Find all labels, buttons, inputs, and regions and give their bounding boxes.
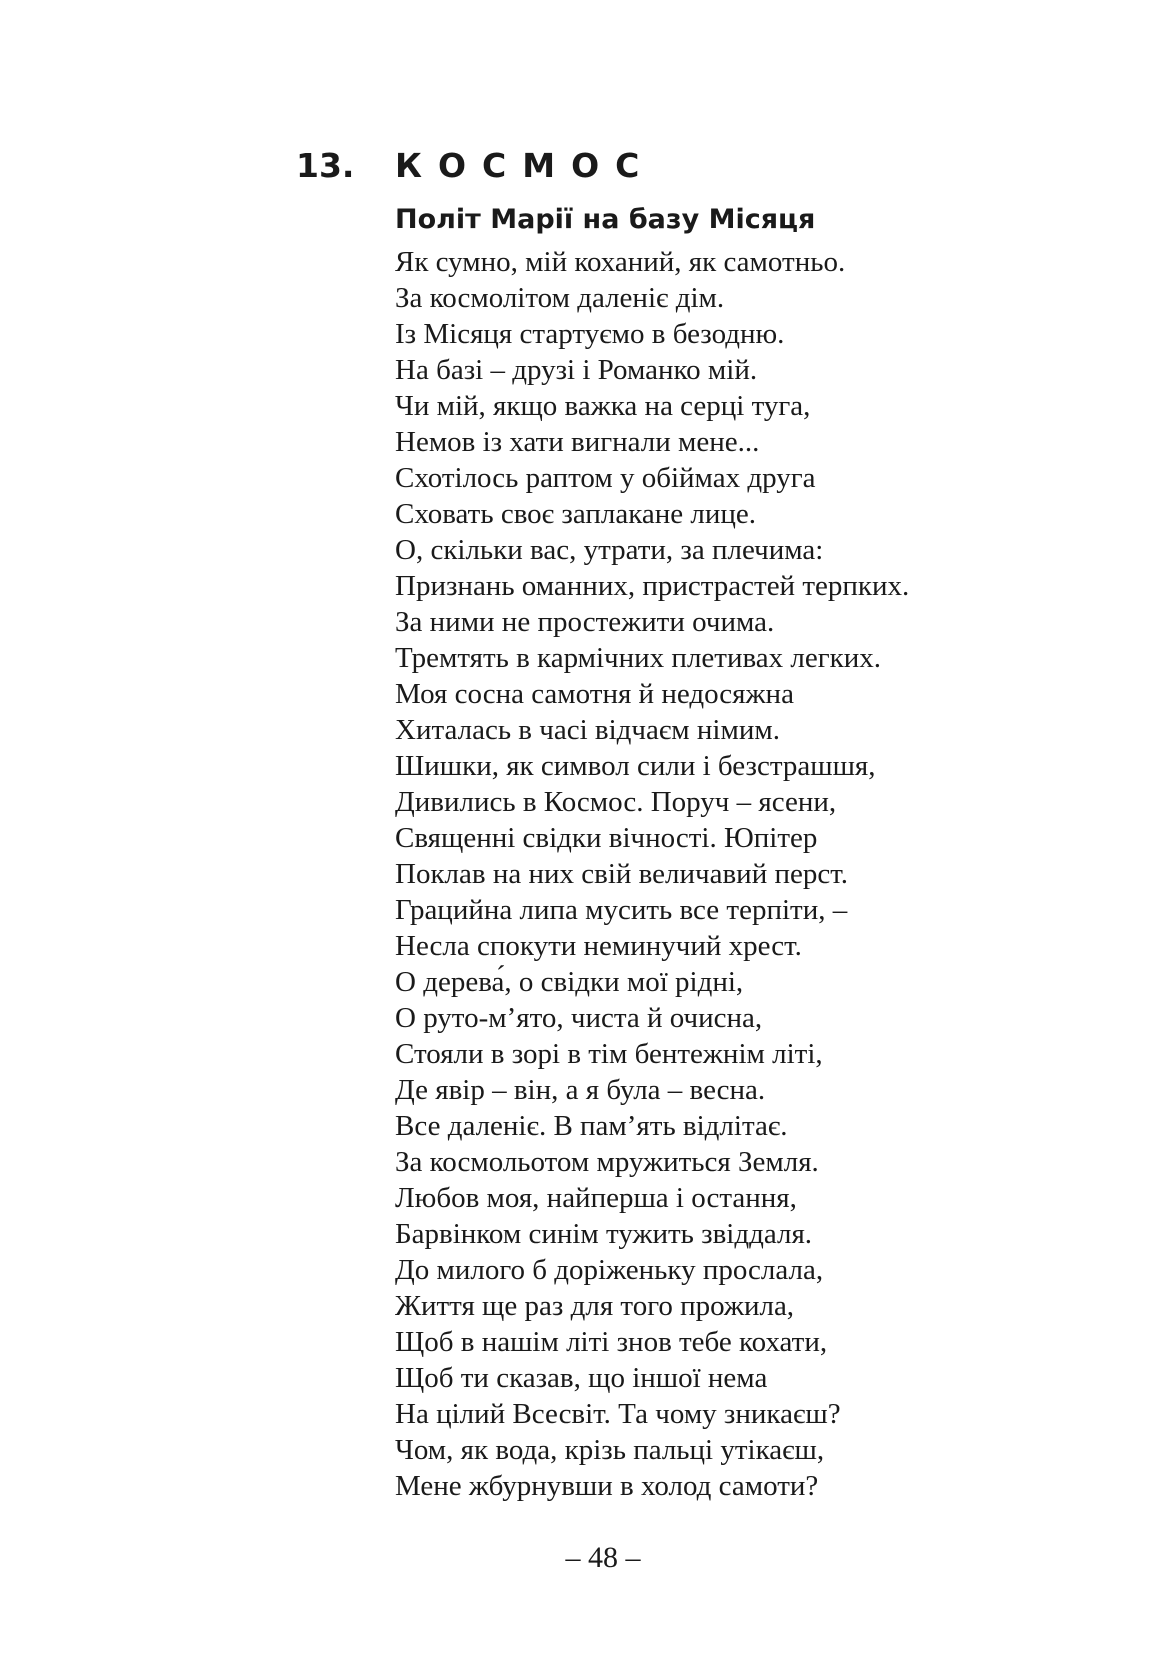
poem-line: О руто-м’ято, чиста й очисна, bbox=[395, 1002, 763, 1034]
poem-line: Життя ще раз для того прожила, bbox=[395, 1290, 795, 1322]
poem-line: Моя сосна самотня й недосяжна bbox=[395, 678, 794, 710]
poem-line: Хиталась в часі відчаєм німим. bbox=[395, 714, 780, 746]
poem-line: Тремтять в кармічних плетивах легких. bbox=[395, 642, 882, 674]
poem-line: Несла спокути неминучий хрест. bbox=[395, 930, 802, 962]
poem-line: Поклав на них свій величавий перст. bbox=[395, 858, 848, 890]
poem-line: Чи мій, якщо важка на серці туга, bbox=[395, 390, 811, 422]
poem-body bbox=[395, 244, 909, 1504]
poem-line: О дерева́, о свідки мої рідні, bbox=[395, 966, 744, 998]
poem-line: Як сумно, мій коханий, як самотньо. bbox=[395, 246, 846, 278]
poem-line: Сховать своє заплакане лице. bbox=[395, 498, 756, 530]
poem-line: Барвінком синім тужить звіддаля. bbox=[395, 1218, 813, 1250]
poem-line: Грацийна липа мусить все терпіти, – bbox=[395, 894, 848, 926]
chapter-header bbox=[296, 146, 655, 196]
poem-title: Політ Марії на базу Місяця bbox=[395, 204, 816, 235]
poem-line: Чом, як вода, крізь пальці утікаєш, bbox=[395, 1434, 825, 1466]
poem-line: Дивились в Космос. Поруч – ясени, bbox=[395, 786, 837, 818]
page-number: – 48 – bbox=[565, 1541, 641, 1574]
poem-line: За космольотом мружиться Земля. bbox=[395, 1146, 819, 1178]
chapter-number: 13. bbox=[296, 146, 355, 185]
poem-line: Мене жбурнувши в холод самоти? bbox=[395, 1470, 819, 1502]
poem-line: Де явір – він, а я була – весна. bbox=[395, 1074, 766, 1106]
poem-line: На базі – друзі і Романко мій. bbox=[395, 354, 758, 386]
poem-line: Із Місяця стартуємо в безодню. bbox=[395, 318, 785, 350]
poem-line: Любов моя, найперша і остання, bbox=[395, 1182, 797, 1214]
poem-line: Немов із хати вигнали мене... bbox=[395, 426, 760, 458]
poem-line: Признань оманних, пристрастей терпких. bbox=[395, 570, 910, 602]
poem-line: Щоб в нашім літі знов тебе кохати, bbox=[395, 1326, 828, 1358]
poem-line: Стояли в зорі в тім бентежнім літі, bbox=[395, 1038, 823, 1070]
chapter-title: КОСМОС bbox=[395, 146, 656, 185]
poem-line: На цілий Всесвіт. Та чому зникаєш? bbox=[395, 1398, 841, 1430]
poem-line: За ними не простежити очима. bbox=[395, 606, 775, 638]
poem-line: До милого б доріженьку прослала, bbox=[395, 1254, 824, 1286]
poem-line: Все даленіє. В пам’ять відлітає. bbox=[395, 1110, 788, 1142]
poem-line: За космолітом даленіє дім. bbox=[395, 282, 725, 314]
poem-line: О, скільки вас, утрати, за плечима: bbox=[395, 534, 824, 566]
poem-line: Схотілось раптом у обіймах друга bbox=[395, 462, 816, 494]
poem-line: Шишки, як символ сили і безстрашшя, bbox=[395, 750, 876, 782]
poem-line: Священні свідки вічності. Юпітер bbox=[395, 822, 818, 854]
poem-line: Щоб ти сказав, що іншої нема bbox=[395, 1362, 768, 1394]
